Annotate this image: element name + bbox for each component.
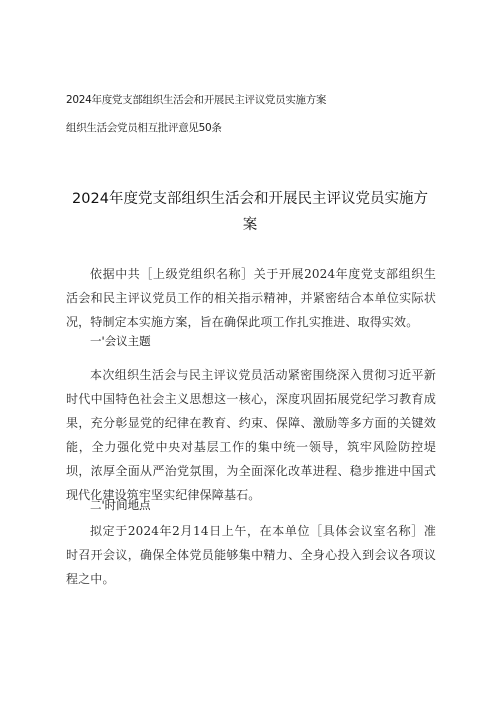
section-heading-time-place: 二'时间地点	[90, 498, 151, 512]
section-heading-theme: 一'会议主题	[90, 334, 151, 348]
section-body-time-place: 拟定于2024年2月14日上午，在本单位［具体会议室名称］准时召开会议，确保全体党员能够集中精力、全身心投入到会议各项议程之中。	[66, 524, 436, 586]
section-body-theme: 本次组织生活会与民主评议党员活动紧密围绕深入贯彻习近平新时代中国特色社会主义思想这一核心，深度巩固拓展党纪学习教育成果，充分彰显党的纪律在教育、约束、保障、激励等多方面的关键效能，全力强化党中央对基层工作的集中统一领导，筑牢风险防控堤坝，浓厚全面从严治党氛围，为全面深化改革进程、稳步推进中国式现代化建设筑牢坚实纪律保障基石。	[66, 368, 436, 502]
document-title: 2024年度党支部组织生活会和开展民主评议党员实施方	[72, 191, 428, 207]
toc-entry-criticism: 组织生活会党员相互批评意见50条	[66, 122, 222, 134]
intro-paragraph: 依据中共［上级党组织名称］关于开展2024年度党支部组织生活会和民主评议党员工作的相关指示精神，并紧密结合本单位实际状况，特制定本实施方案，旨在确保此项工作扎实推进、取得实效。	[66, 267, 436, 329]
toc-entry-plan: 2024年度党支部组织生活会和开展民主评议党员实施方案	[66, 94, 327, 106]
document-title-continued: 案	[242, 217, 258, 233]
